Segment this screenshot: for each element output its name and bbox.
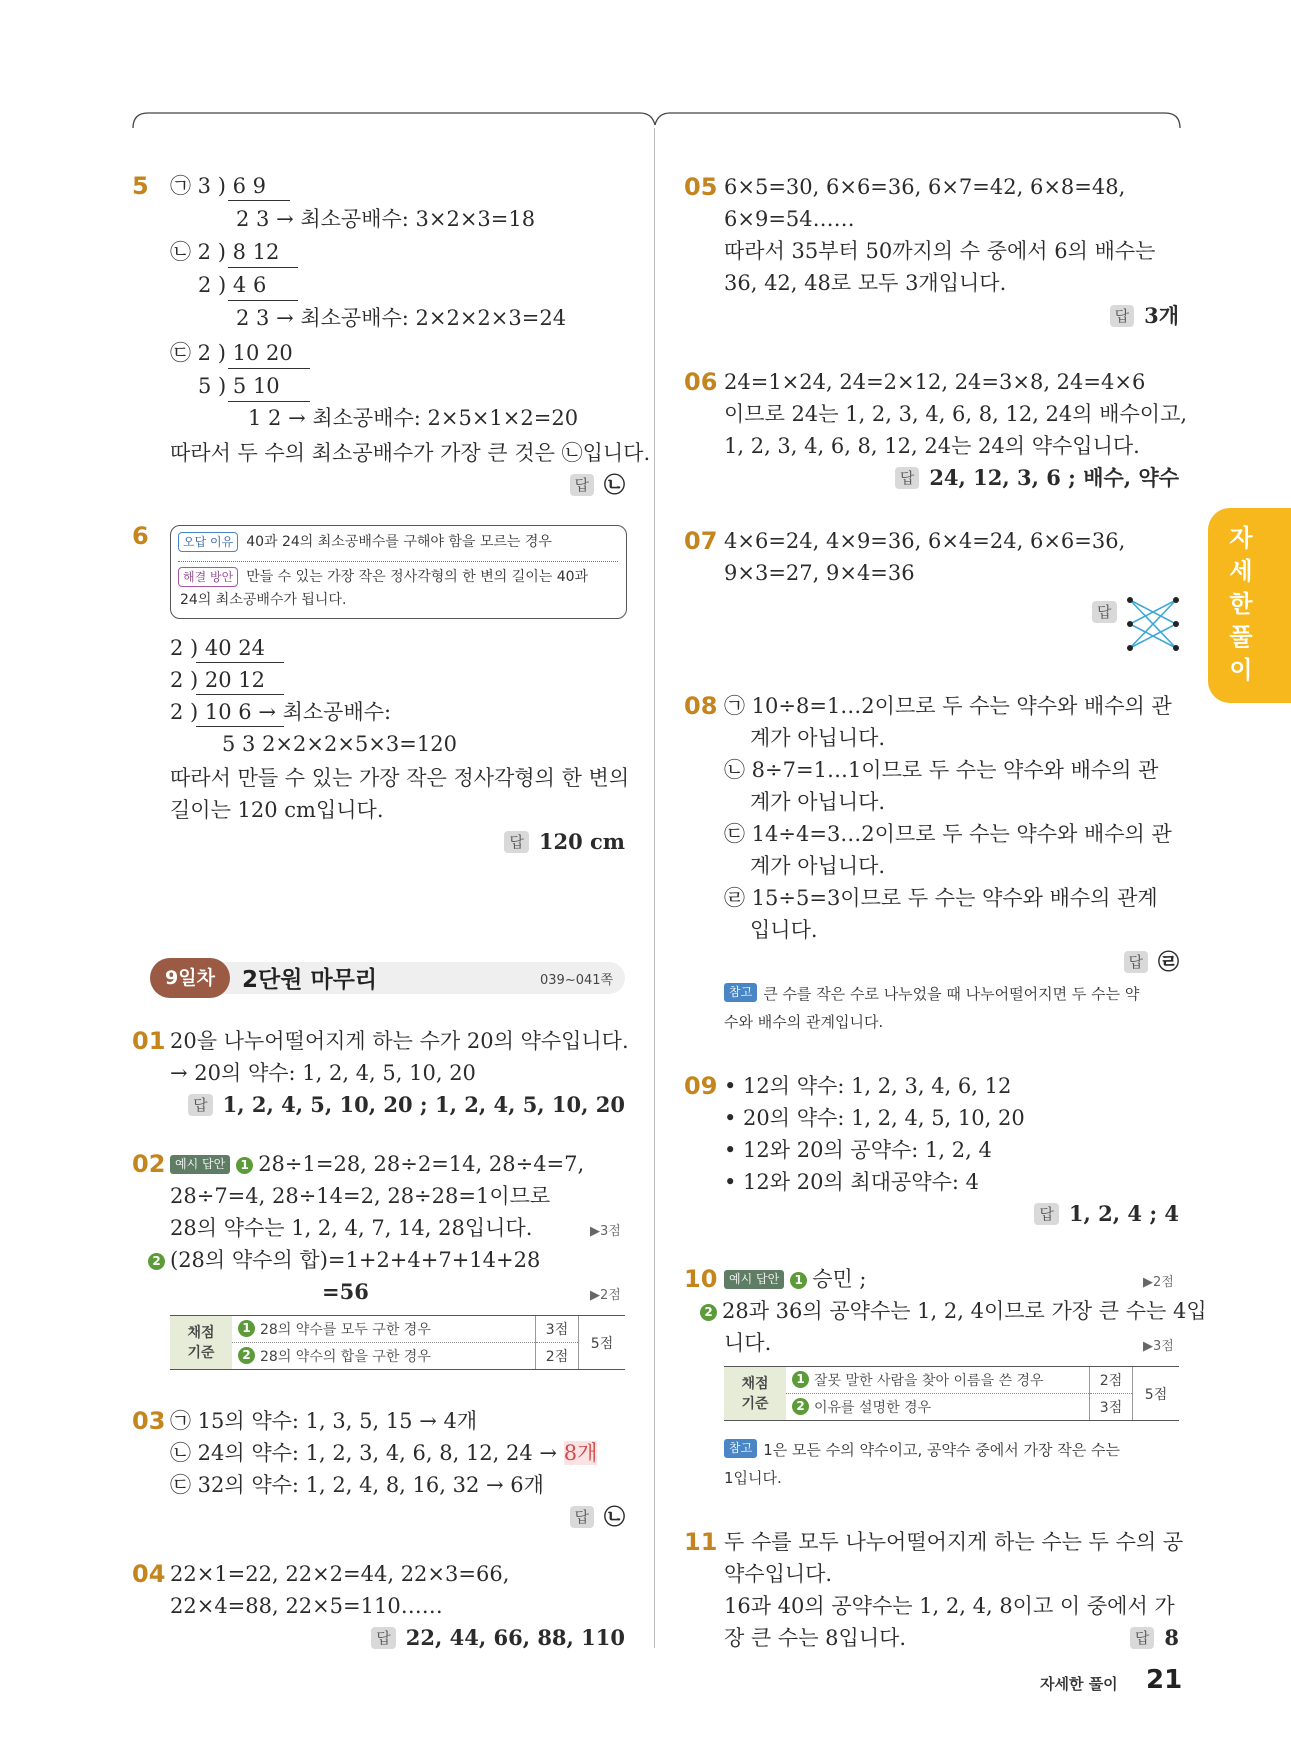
answer-badge: 답 <box>570 1506 595 1528</box>
answer <box>504 826 625 858</box>
step-marker: 2 <box>238 1347 255 1364</box>
answer-badge: 답 <box>1124 951 1149 973</box>
text-line: 22×4=88, 22×5=110…… <box>170 1594 443 1618</box>
problem-number: 10 <box>684 1265 718 1293</box>
text-line: 길이는 120 cm입니다. <box>170 798 384 822</box>
answer-badge: 답 <box>371 1627 396 1649</box>
text-line: 계가 아닙니다. <box>750 726 886 750</box>
text-line: ㉠ 15의 약수: 1, 3, 5, 15 → 4개 <box>170 1409 478 1433</box>
table-label: 채점 <box>741 1375 769 1392</box>
problem-number: 6 <box>132 522 149 550</box>
points-marker: ▶3점 <box>1143 1339 1174 1354</box>
note-text: 수와 배수의 관계입니다. <box>724 1013 884 1031</box>
criteria-score: 2점 <box>536 1343 579 1370</box>
answer-badge: 답 <box>895 467 920 489</box>
tag-solution: 해결 방안 <box>178 567 238 587</box>
answer <box>188 1089 625 1121</box>
text-line <box>170 1148 584 1180</box>
text-line: 약수입니다. <box>724 1562 833 1586</box>
text-line: 따라서 두 수의 최소공배수가 가장 큰 것은 ㉡입니다. <box>170 441 651 465</box>
answer <box>1124 946 1180 978</box>
total-score: 5점 <box>579 1316 626 1369</box>
text-line: 이므로 24는 1, 2, 3, 4, 6, 8, 12, 24의 배수이고, <box>724 402 1188 426</box>
step-marker: 1 <box>792 1371 809 1388</box>
section-title: 2단원 마무리 <box>242 967 378 993</box>
division-bar <box>228 368 310 369</box>
top-bracket <box>0 0 1291 130</box>
example-answer-tag: 예시 답안 <box>724 1270 784 1289</box>
text-line: 4×6=24, 4×9=36, 6×4=24, 6×6=36, <box>724 529 1126 553</box>
division-bar <box>196 694 284 695</box>
reference-note <box>724 980 1139 1008</box>
text-line: 장 큰 수는 8입니다. <box>724 1626 907 1650</box>
text-line: 1, 2, 3, 4, 6, 8, 12, 24는 24의 약수입니다. <box>724 434 1140 458</box>
answer-badge: 답 <box>1034 1203 1059 1225</box>
criteria-score: 2점 <box>1090 1367 1133 1394</box>
reference-tag: 참고 <box>724 983 757 1002</box>
criteria: 28의 약수를 모두 구한 경우 <box>260 1322 431 1338</box>
answer-value: 24, 12, 3, 6 ; 배수, 약수 <box>929 465 1179 490</box>
text-line: → 20의 약수: 1, 2, 4, 5, 10, 20 <box>170 1061 476 1085</box>
answer-value: 22, 44, 66, 88, 110 <box>405 1625 625 1650</box>
text-line: 6×5=30, 6×6=36, 6×7=42, 6×8=48, <box>724 175 1126 199</box>
text-line: • 12와 20의 최대공약수: 4 <box>724 1170 979 1194</box>
problem-number: 07 <box>684 527 718 555</box>
text-line: 24=1×24, 24=2×12, 24=3×8, 24=4×6 <box>724 370 1146 394</box>
text-line: 20을 나누어떨어지게 하는 수가 20의 약수입니다. <box>170 1029 629 1053</box>
step-marker: 2 <box>792 1398 809 1415</box>
text-line: • 12와 20의 공약수: 1, 2, 4 <box>724 1138 992 1162</box>
answer <box>895 462 1179 494</box>
side-tab-label: 자세한풀이 <box>1229 524 1253 684</box>
points-marker: ▶2점 <box>590 1288 621 1303</box>
answer-value: ㉡ <box>604 472 625 497</box>
box-line <box>178 565 588 589</box>
text-line: 9×3=27, 9×4=36 <box>724 561 915 585</box>
step-marker: 1 <box>238 1320 255 1337</box>
answer <box>570 469 626 501</box>
text-line: • 20의 약수: 1, 2, 4, 5, 10, 20 <box>724 1106 1025 1130</box>
criteria: 28의 약수의 합을 구한 경우 <box>260 1349 431 1365</box>
division-bar <box>228 200 290 201</box>
footer-label: 자세한 풀이 <box>1040 1675 1118 1693</box>
answer-value: 120 cm <box>538 829 625 854</box>
step-marker: 2 <box>148 1253 165 1270</box>
text-line: 두 수를 모두 나누어떨어지게 하는 수는 두 수의 공 <box>724 1530 1184 1554</box>
table-label: 기준 <box>187 1344 215 1361</box>
day-label: 9일차 <box>165 967 215 989</box>
text-line: 계가 아닙니다. <box>750 790 886 814</box>
text-line: 2 ) 10 6 → 최소공배수: <box>170 700 392 724</box>
problem-number: 06 <box>684 368 718 396</box>
tag-wrong-reason: 오답 이유 <box>178 532 238 552</box>
text-line: • 12의 약수: 1, 2, 3, 4, 6, 12 <box>724 1074 1012 1098</box>
box-text: 만들 수 있는 가장 작은 정사각형의 한 변의 길이는 40과 <box>246 569 589 585</box>
text-line <box>724 1263 867 1295</box>
marked-text: 8개 <box>563 1441 598 1465</box>
total-score: 5점 <box>1133 1367 1180 1420</box>
scoring-table <box>170 1315 625 1370</box>
text-line: ㉣ 15÷5=3이므로 두 수는 약수와 배수의 관계 <box>724 886 1158 910</box>
text-line: 22×1=22, 22×2=44, 22×3=66, <box>170 1562 510 1586</box>
answer-value: 1, 2, 4, 5, 10, 20 ; 1, 2, 4, 5, 10, 20 <box>222 1092 625 1117</box>
text-line: =56 <box>322 1279 369 1304</box>
box-line <box>178 528 552 556</box>
problem-number: 01 <box>132 1027 166 1055</box>
problem-number: 5 <box>132 172 149 200</box>
problem-number: 02 <box>132 1150 166 1178</box>
text-line: 16과 40의 공약수는 1, 2, 4, 8이고 이 중에서 가 <box>724 1594 1175 1618</box>
text-line <box>170 1437 597 1469</box>
text-line: 2 ) 20 12 <box>170 668 266 692</box>
answer-value: ㉡ <box>604 1504 625 1529</box>
text-line: 니다. <box>724 1331 772 1355</box>
column-divider <box>654 128 655 1648</box>
text-line: 6×9=54…… <box>724 207 855 231</box>
problem-number: 11 <box>684 1528 718 1556</box>
text-line: ㉢ 14÷4=3…2이므로 두 수는 약수와 배수의 관 <box>724 822 1172 846</box>
answer <box>1034 1198 1179 1230</box>
text-line: ㉢ 32의 약수: 1, 2, 4, 8, 16, 32 → 6개 <box>170 1473 544 1497</box>
table-label: 기준 <box>741 1395 769 1412</box>
text-line: ㉠ 10÷8=1…2이므로 두 수는 약수와 배수의 관 <box>724 694 1172 718</box>
text-line: 따라서 만들 수 있는 가장 작은 정사각형의 한 변의 <box>170 766 630 790</box>
text-line: 2 ) 40 24 <box>170 636 266 660</box>
text-line: 28의 약수는 1, 2, 4, 7, 14, 28입니다. <box>170 1216 533 1240</box>
step-marker: 2 <box>700 1304 717 1321</box>
text-line: 36, 42, 48로 모두 3개입니다. <box>724 271 1007 295</box>
table-label: 채점 <box>187 1324 215 1341</box>
answer-badge: 답 <box>504 831 529 853</box>
problem-number: 04 <box>132 1560 166 1588</box>
page-range: 039~041쪽 <box>540 973 614 988</box>
criteria-score: 3점 <box>1090 1394 1133 1421</box>
text-line: 계가 아닙니다. <box>750 854 886 878</box>
note-text: 1은 모든 수의 약수이고, 공약수 중에서 가장 작은 수는 <box>763 1441 1120 1459</box>
answer-badge: 답 <box>570 474 595 496</box>
answer-badge: 답 <box>188 1094 213 1116</box>
text-line: 2 3 → 최소공배수: 2×2×2×3=24 <box>236 306 567 330</box>
problem-number: 03 <box>132 1407 166 1435</box>
answer-value: 1, 2, 4 ; 4 <box>1068 1201 1179 1226</box>
text-line: 2 3 → 최소공배수: 3×2×3=18 <box>236 207 536 231</box>
division-bar <box>228 267 298 268</box>
step-text: (28의 약수의 합)=1+2+4+7+14+28 <box>170 1248 541 1272</box>
box-text: 40과 24의 최소공배수를 구해야 함을 모르는 경우 <box>246 534 552 550</box>
day-badge <box>150 958 230 998</box>
division-bar <box>196 726 284 727</box>
page-number: 21 <box>1146 1665 1183 1695</box>
answer-value: 8 <box>1164 1625 1179 1650</box>
text-line <box>148 1244 540 1276</box>
note-text: 1입니다. <box>724 1469 782 1487</box>
criteria: 이유를 설명한 경우 <box>814 1400 932 1416</box>
criteria: 잘못 말한 사람을 찾아 이름을 쓴 경우 <box>814 1373 1044 1389</box>
box-dotted-divider <box>178 561 618 562</box>
step-text: 28과 36의 공약수는 1, 2, 4이므로 가장 큰 수는 4입 <box>722 1299 1207 1323</box>
answer-badge: 답 <box>1130 1627 1155 1649</box>
reference-tag: 참고 <box>724 1439 757 1458</box>
text-line: ㉠ 3 ) 6 9 <box>170 174 266 198</box>
text-line: ㉢ 2 ) 10 20 <box>170 341 293 365</box>
text-line: 1 2 → 최소공배수: 2×5×1×2=20 <box>248 406 579 430</box>
step-text: 28÷1=28, 28÷2=14, 28÷4=7, <box>258 1152 585 1176</box>
answer-value: 3개 <box>1144 303 1179 328</box>
step-marker: 1 <box>236 1157 253 1174</box>
step-text: 승민 ; <box>812 1267 867 1291</box>
text-line: ㉡ 2 ) 8 12 <box>170 240 280 264</box>
answer <box>1110 300 1179 332</box>
criteria-score: 3점 <box>536 1316 579 1343</box>
answer <box>1092 596 1127 628</box>
points-marker: ▶2점 <box>1143 1275 1174 1290</box>
text-line: ㉡ 8÷7=1…1이므로 두 수는 약수와 배수의 관 <box>724 758 1159 782</box>
problem-number: 09 <box>684 1072 718 1100</box>
answer-badge: 답 <box>1110 305 1135 327</box>
division-bar <box>196 662 284 663</box>
answer <box>1130 1622 1179 1654</box>
box-text: 24의 최소공배수가 됩니다. <box>180 592 347 608</box>
text-line: 5 3 2×2×2×5×3=120 <box>222 732 457 756</box>
text-line: 따라서 35부터 50까지의 수 중에서 6의 배수는 <box>724 239 1156 263</box>
step-marker: 1 <box>790 1272 807 1289</box>
division-bar <box>228 300 298 301</box>
text-line <box>700 1295 1207 1327</box>
note-text: 큰 수를 작은 수로 나누었을 때 나누어떨어지면 두 수는 약 <box>763 985 1140 1003</box>
reference-note <box>724 1436 1120 1464</box>
scoring-table <box>724 1366 1179 1421</box>
text-line: 28÷7=4, 28÷14=2, 28÷28=1이므로 <box>170 1184 551 1208</box>
points-marker: ▶3점 <box>590 1224 621 1239</box>
example-answer-tag: 예시 답안 <box>170 1155 230 1174</box>
matching-lines-answer <box>1126 592 1186 652</box>
answer-badge: 답 <box>1092 601 1117 623</box>
text-segment: ㉡ 24의 약수: 1, 2, 3, 4, 6, 8, 12, 24 → <box>170 1441 564 1465</box>
text-line: 5 ) 5 10 <box>198 374 280 398</box>
answer <box>570 1501 626 1533</box>
answer <box>371 1622 625 1654</box>
text-line: 2 ) 4 6 <box>198 273 267 297</box>
problem-number: 05 <box>684 173 718 201</box>
answer-value: ㉣ <box>1158 949 1179 974</box>
problem-number: 08 <box>684 692 718 720</box>
text-line: 입니다. <box>750 918 818 942</box>
